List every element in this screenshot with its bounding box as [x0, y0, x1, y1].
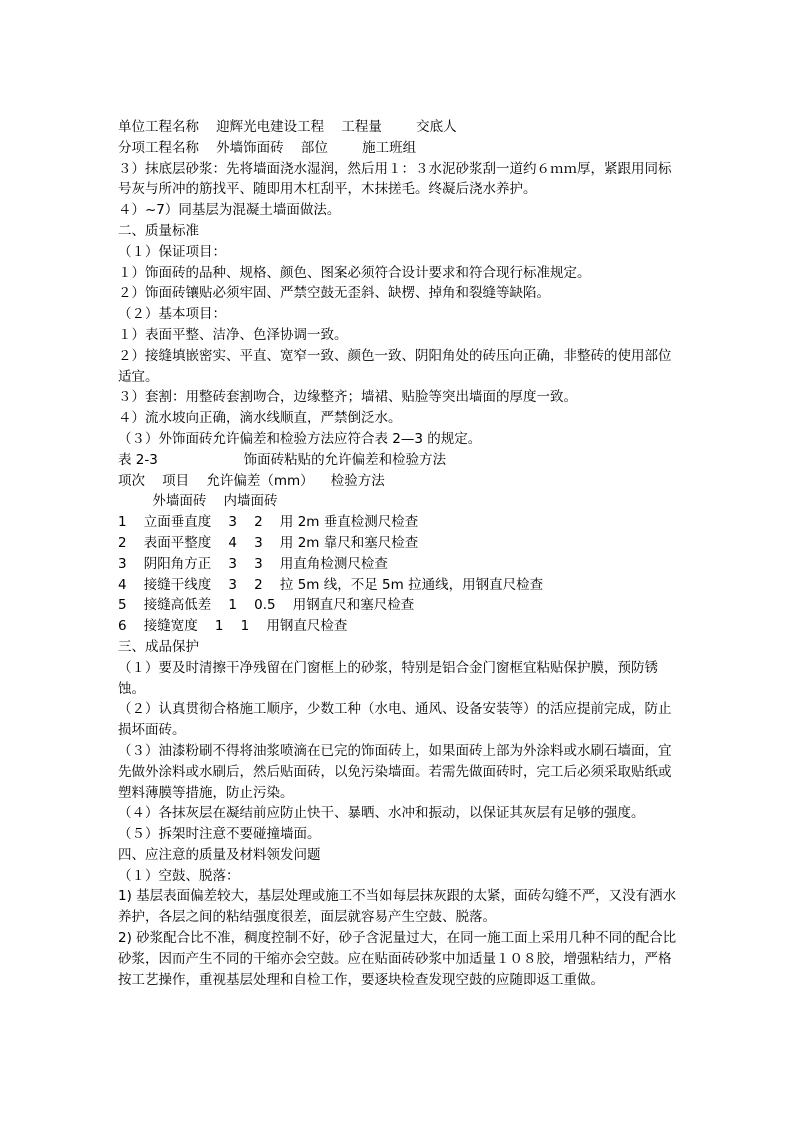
table-caption: 表 2-3 饰面砖粘贴的允许偏差和检验方法 [118, 451, 447, 468]
hollowing-title: （１）空鼓、脱落： [118, 867, 240, 884]
basic-items-title: （２）基本项目： [118, 306, 226, 323]
step-3-paragraph: ３）抹底层砂浆：先将墙面浇水湿润，然后用１：３水泥砂浆刮一道约６ｍｍ厚，紧跟用同标号灰与所冲的筋找平、随即用木杠刮平，木抹搓毛。终凝后浇水养护。 [118, 160, 672, 198]
basic-item-4: ４）流水坡向正确，滴水线顺直，严禁倒泛水。 [118, 410, 402, 427]
section-3-title: 三、成品保护 [118, 638, 199, 655]
basic-item-2: ２）接缝填嵌密实、平直、宽窄一致、颜色一致、阴阳角处的砖压向正确，非整砖的使用部位适宜。 [118, 347, 672, 385]
protection-item-3: （３）油漆粉刷不得将油浆喷滴在已完的饰面砖上，如果面砖上部为外涂料或水刷石墙面，宜先做外涂料或水刷后，然后贴面砖，以免污染墙面。若需先做面砖时，完工后必须采取贴纸或塑料薄膜等措施，防止污染。 [118, 742, 672, 801]
table-row: 6 接缝宽度 1 1 用钢直尺检查 [118, 618, 348, 635]
basic-item-1: １）表面平整、洁净、色泽协调一致。 [118, 326, 348, 343]
sub-project-line: 分项工程名称 外墙饰面砖 部位 施工班组 [118, 139, 417, 156]
table-row: 5 接缝高低差 1 0.5 用钢直尺和塞尺检查 [118, 597, 415, 614]
protection-item-4: （４）各抹灰层在凝结前应防止快干、暴晒、水冲和振动，以保证其灰层有足够的强度。 [118, 805, 645, 822]
table-header-row-1: 项次 项目 允许偏差（mm） 检验方法 [118, 472, 385, 489]
table-header-row-2: 外墙面砖 内墙面砖 [118, 493, 278, 510]
protection-item-1: （１）要及时清擦干净残留在门窗框上的砂浆，特别是铝合金门窗框宜粘贴保护膜，预防锈蚀。 [118, 659, 658, 697]
guarantee-items-title: （１）保证项目： [118, 243, 226, 260]
hollowing-cause-2: 2) 砂浆配合比不准，稠度控制不好，砂子含泥量过大，在同一施工面上采用几种不同的配合比砂浆，因而产生不同的干缩亦会空鼓。应在贴面砖砂浆中加适量１０８胶，增强粘结力，严格按工艺操作，重视基层处理和自检工作，要逐块检查发现空鼓的应随即返工重做。 [118, 930, 677, 988]
tolerance-intro: （３）外饰面砖允许偏差和检验方法应符合表 2—3 的规定。 [118, 430, 482, 447]
table-row: 3 阴阳角方正 3 3 用直角检测尺检查 [118, 555, 388, 572]
protection-item-5: （５）拆架时注意不要碰撞墙面。 [118, 826, 321, 843]
step-4-7-paragraph: ４）~7）同基层为混凝土墙面做法。 [118, 202, 341, 219]
hollowing-cause-1: 1) 基层表面偏差较大，基层处理或施工不当如每层抹灰跟的太紧，面砖勾缝不严，又没有洒水养护，各层之间的粘结强度很差，面层就容易产生空鼓、脱落。 [118, 888, 677, 926]
unit-project-line: 单位工程名称 迎辉光电建设工程 工程量 交底人 [118, 119, 457, 135]
guarantee-item-2: ２）饰面砖镶贴必须牢固、严禁空鼓无歪斜、缺楞、掉角和裂缝等缺陷。 [118, 285, 550, 302]
section-2-title: 二、质量标准 [118, 222, 199, 239]
table-row: 2 表面平整度 4 3 用 2m 靠尺和塞尺检查 [118, 534, 419, 551]
protection-item-2: （２）认真贯彻合格施工顺序，少数工种（水电、通风、设备安装等）的活应提前完成，防止损坏面砖。 [118, 701, 672, 739]
table-row: 1 立面垂直度 3 2 用 2m 垂直检测尺检查 [118, 514, 419, 531]
guarantee-item-1: １）饰面砖的品种、规格、颜色、图案必须符合设计要求和符合现行标准规定。 [118, 264, 591, 281]
table-row: 4 接缝干线度 3 2 拉 5m 线，不足 5m 拉通线，用钢直尺检查 [118, 576, 544, 593]
section-4-title: 四、应注意的质量及材料领发问题 [118, 846, 321, 863]
document-page [118, 117, 684, 990]
basic-item-3: ３）套割：用整砖套割吻合，边缘整齐；墙裙、贴脸等突出墙面的厚度一致。 [118, 389, 577, 406]
